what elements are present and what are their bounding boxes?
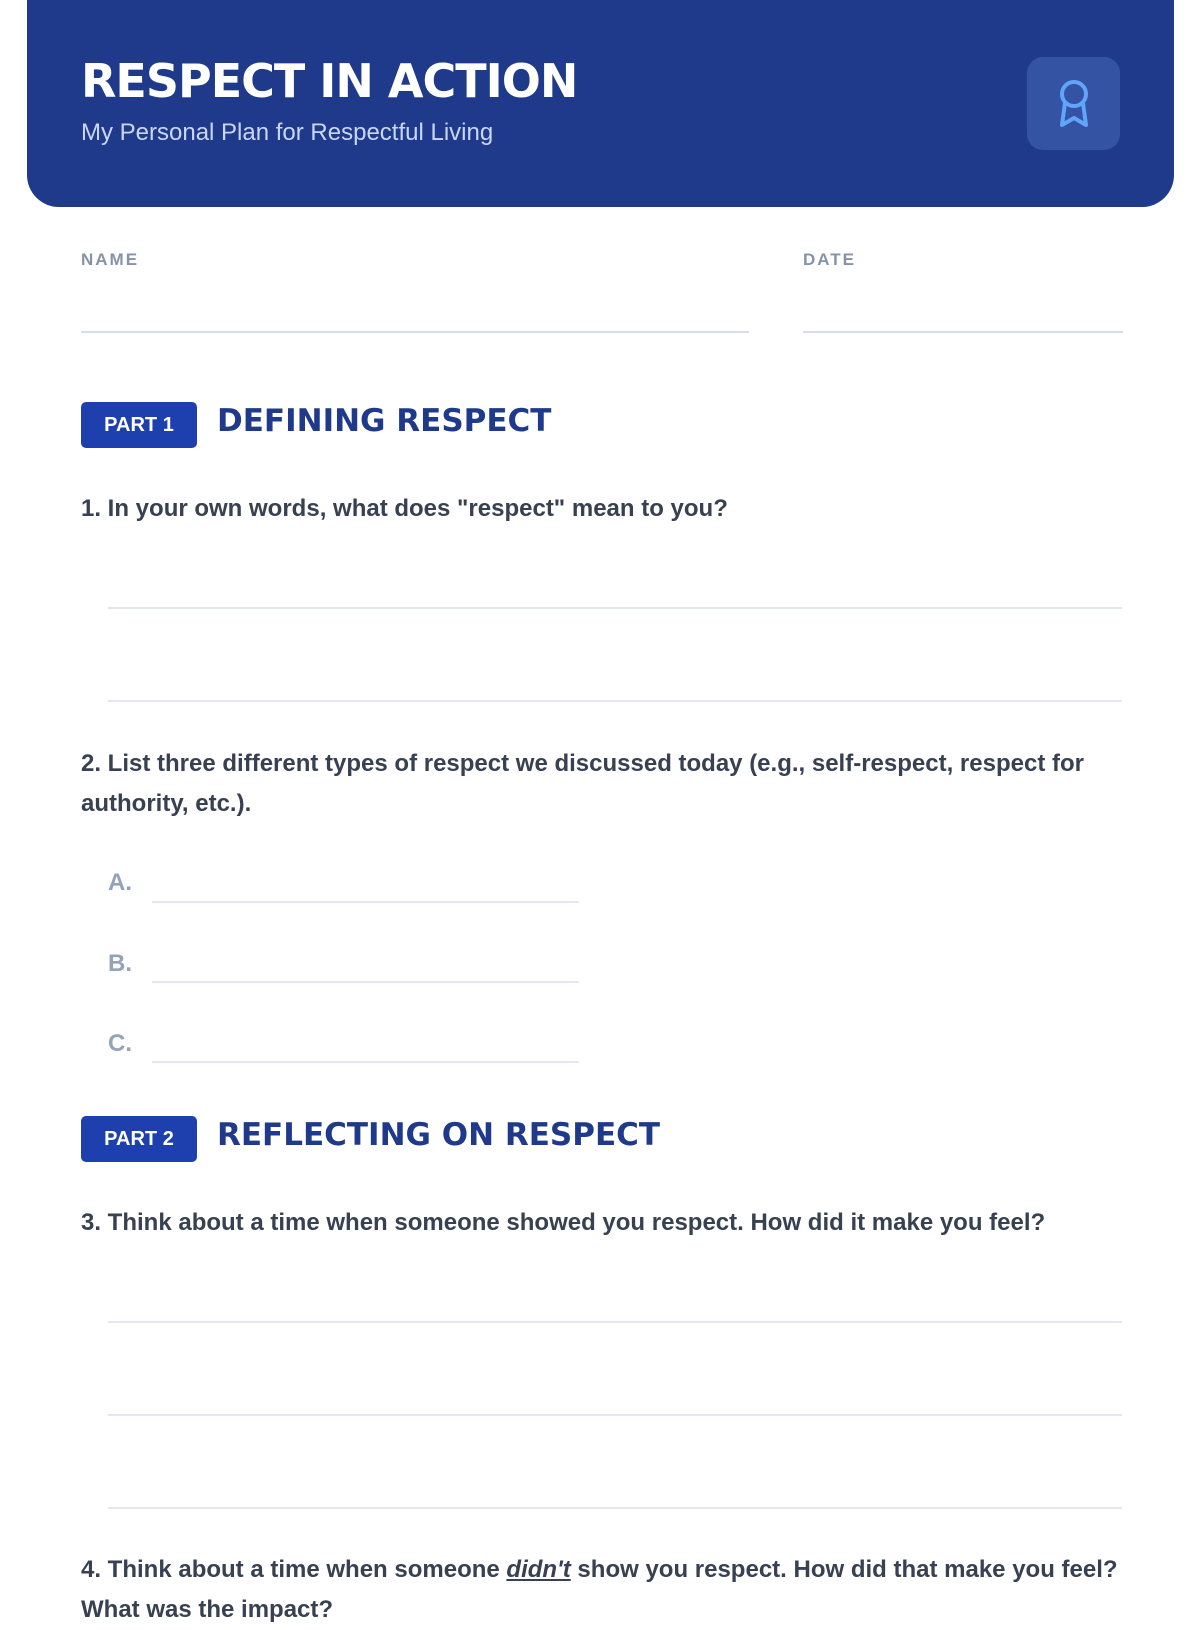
q1-answer-line-1[interactable] bbox=[108, 607, 1122, 609]
question-4-text-end: show you respect. How did that make you feel? What was the impact? bbox=[81, 1556, 1118, 1623]
name-field[interactable] bbox=[81, 331, 749, 333]
q2-item-c-letter: C. bbox=[108, 1030, 132, 1057]
name-label: NAME bbox=[81, 250, 140, 269]
header-banner bbox=[27, 0, 1174, 207]
part-1-badge: PART 1 bbox=[81, 402, 197, 448]
q2-item-a-letter: A. bbox=[108, 869, 132, 896]
q1-answer-line-2[interactable] bbox=[108, 700, 1122, 702]
q3-answer-line-1[interactable] bbox=[108, 1321, 1122, 1323]
q2-item-c-line[interactable] bbox=[152, 1061, 579, 1063]
part-2-title: REFLECTING ON RESPECT bbox=[217, 1117, 661, 1153]
worksheet-title: RESPECT IN ACTION bbox=[81, 54, 578, 108]
q2-item-a-line[interactable] bbox=[152, 901, 579, 903]
question-3: 3. Think about a time when someone showed you respect. How did it make you feel? bbox=[81, 1209, 1046, 1236]
q3-answer-line-3[interactable] bbox=[108, 1507, 1122, 1509]
question-1: 1. In your own words, what does "respect" mean to you? bbox=[81, 495, 728, 522]
question-4-emphasis: didn't bbox=[506, 1556, 571, 1583]
question-4 bbox=[81, 1550, 1126, 1630]
q2-item-b-letter: B. bbox=[108, 950, 132, 977]
question-4-text-start: 4. Think about a time when someone bbox=[81, 1556, 507, 1583]
q2-item-b-line[interactable] bbox=[152, 981, 579, 983]
part-2-badge: PART 2 bbox=[81, 1116, 197, 1162]
date-field[interactable] bbox=[803, 331, 1123, 333]
q3-answer-line-2[interactable] bbox=[108, 1414, 1122, 1416]
award-badge bbox=[1027, 57, 1120, 150]
date-label: DATE bbox=[803, 250, 857, 269]
worksheet-subtitle: My Personal Plan for Respectful Living bbox=[81, 119, 494, 146]
part-1-title: DEFINING RESPECT bbox=[217, 403, 552, 439]
question-2: 2. List three different types of respect we discussed today (e.g., self-respect, respect for authority, etc.). bbox=[81, 750, 1084, 817]
award-ribbon-icon bbox=[1054, 78, 1094, 130]
